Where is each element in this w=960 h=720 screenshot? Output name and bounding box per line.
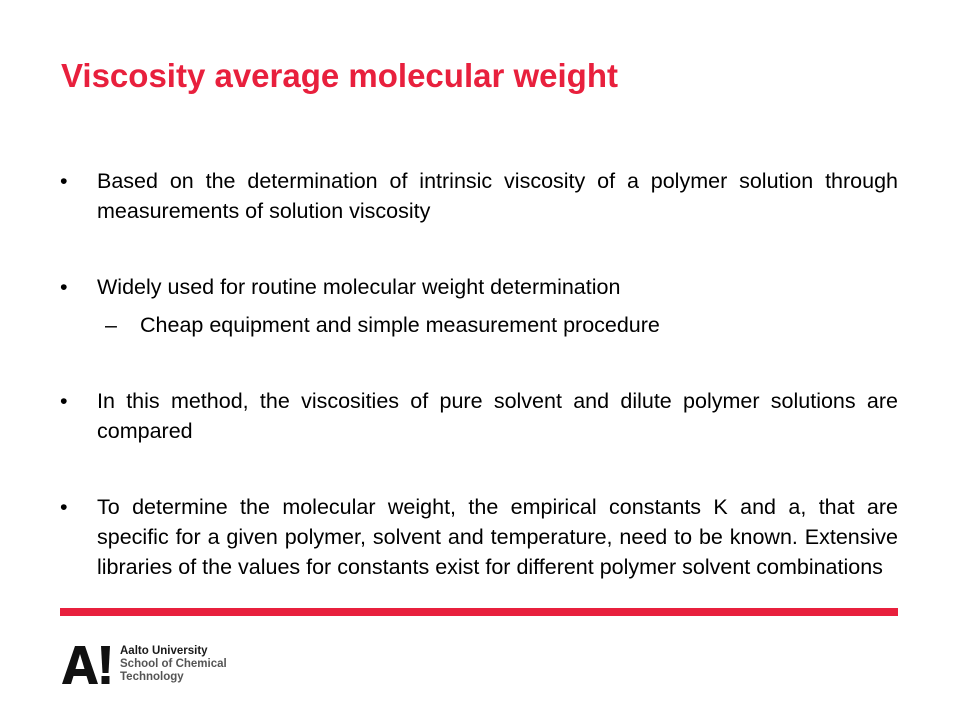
bullet-marker: •: [60, 275, 68, 299]
bullet-list: [60, 166, 898, 582]
bullet-text: In this method, the viscosities of pure solvent and dilute polymer solutions are compared: [97, 389, 898, 443]
bullet-item-2: [60, 272, 898, 302]
bullet-marker: •: [60, 495, 68, 519]
bullet-item-1: [60, 166, 898, 226]
slide-title: Viscosity average molecular weight: [61, 57, 618, 94]
sub-bullet-item-1: [60, 310, 898, 340]
aalto-logo-icon: [60, 645, 112, 685]
bullet-item-3: [60, 386, 898, 446]
bullet-item-4: [60, 492, 898, 582]
bullet-marker: •: [60, 389, 68, 413]
bullet-text: Based on the determination of intrinsic viscosity of a polymer solution through measurements of solution viscosity: [97, 169, 898, 223]
logo-line-university: Aalto University: [120, 645, 208, 657]
sub-bullet-text: Cheap equipment and simple measurement procedure: [140, 313, 660, 337]
bullet-text: Widely used for routine molecular weight determination: [97, 275, 621, 299]
bullet-marker: •: [60, 169, 68, 193]
footer-divider: [60, 608, 898, 616]
logo-line-school: School of Chemical: [120, 658, 227, 670]
logo-wordmark: [120, 645, 227, 684]
aalto-logo: [60, 645, 227, 685]
logo-line-technology: Technology: [120, 671, 184, 683]
sub-bullet-marker: –: [105, 313, 117, 337]
bullet-text: To determine the molecular weight, the empirical constants K and a, that are specific for a given polymer, solvent and temperature, need to be known. Extensive libraries of the values for constants exist for different polymer solvent combinations: [97, 495, 898, 579]
